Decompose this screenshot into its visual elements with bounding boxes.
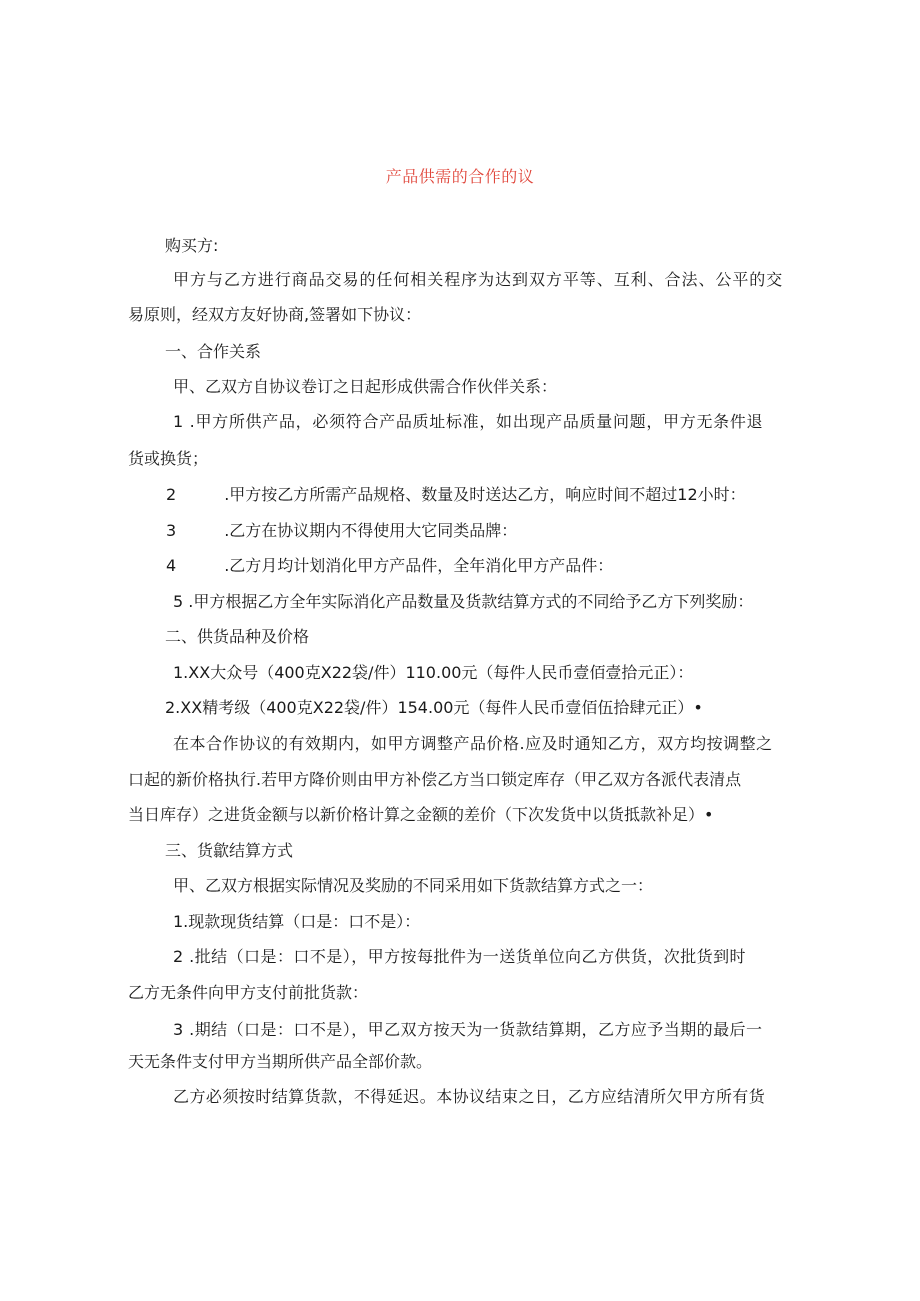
s2-item2: 2.XX精考级（400克X22袋/件）154.00元（每件人民币壹佰伍拾肆元正）• [165,698,703,717]
s3-item2-line2: 乙方无条件向甲方支付前批货款： [128,983,369,1002]
s1-item2-text: .甲方按乙方所需产品规格、数量及时送达乙方，响应时间不超过12小时： [224,485,746,504]
section3-lead: 甲、乙双方根据实际情况及奖励的不同采用如下货款结算方式之一： [173,876,654,895]
s2-item1: 1.XX大众号（400克X22袋/件）110.00元（每件人民币壹佰壹拾元正）： [173,663,694,682]
intro-line-1: 甲方与乙方进行商品交易的任何相关程序为达到双方平等、互利、合法、公平的交 [173,270,784,289]
s2-para-line2: 口起的新价格执行.若甲方降价则由甲方补偿乙方当口锁定库存（甲乙双方各派代表清点 [128,770,742,789]
s3-item3-line1: 3 .期结（口是：口不是），甲乙双方按天为一货款结算期，乙方应予当期的最后一 [173,1020,763,1039]
s1-item5: 5 .甲方根据乙方全年实际消化产品数量及货款结算方式的不同给予乙方下列奖励： [173,592,754,611]
intro-line-2: 易原则，经双方友好协商,签署如下协议： [128,305,422,324]
s3-item1: 1.现款现货结算（口是：口不是）： [173,912,421,931]
s3-item3-line2: 天无条件支付甲方当期所供产品全部价款。 [128,1052,433,1071]
s1-item4-number: 4 [166,556,177,575]
s1-item4 [166,556,613,576]
s2-para-line1: 在本合作协议的有效期内，如甲方调整产品价格.应及时通知乙方，双方均按调整之 [173,734,773,753]
s1-item2-number: 2 [166,485,177,504]
document-title: 产品供需的合作的议 [385,167,535,186]
s1-item3 [166,521,517,541]
s3-item2-line1: 2 .批结（口是：口不是），甲方按每批件为一送货单位向乙方供货，次批货到时 [173,947,747,966]
s1-item1-line2: 货或换货； [128,449,209,468]
buyer-label: 购买方: [165,236,219,255]
s1-item3-number: 3 [166,521,177,540]
s1-item2 [166,485,746,505]
section1-lead: 甲、乙双方自协议卷订之日起形成供需合作伙伴关系： [173,377,558,396]
section2-heading: 二、供货品种及价格 [165,627,310,646]
s1-item3-text: .乙方在协议期内不得使用大它同类品牌： [224,521,518,540]
s2-para-line3: 当日库存）之进货金额与以新价格计算之金额的差价（下次发货中以货抵款补足）• [128,805,714,824]
section1-heading: 一、合作关系 [165,342,262,361]
s1-item4-text: .乙方月均计划消化甲方产品件，全年消化甲方产品件： [224,556,614,575]
s1-item1-line1: 1 .甲方所供产品，必须符合产品质址标准，如出现产品质量问题，甲方无条件退 [173,412,764,431]
section3-heading: 三、货歙结算方式 [165,841,294,860]
closing-line1: 乙方必须按时结算货款，不得延迟。本协议结束之日，乙方应结清所欠甲方所有货 [173,1087,766,1106]
